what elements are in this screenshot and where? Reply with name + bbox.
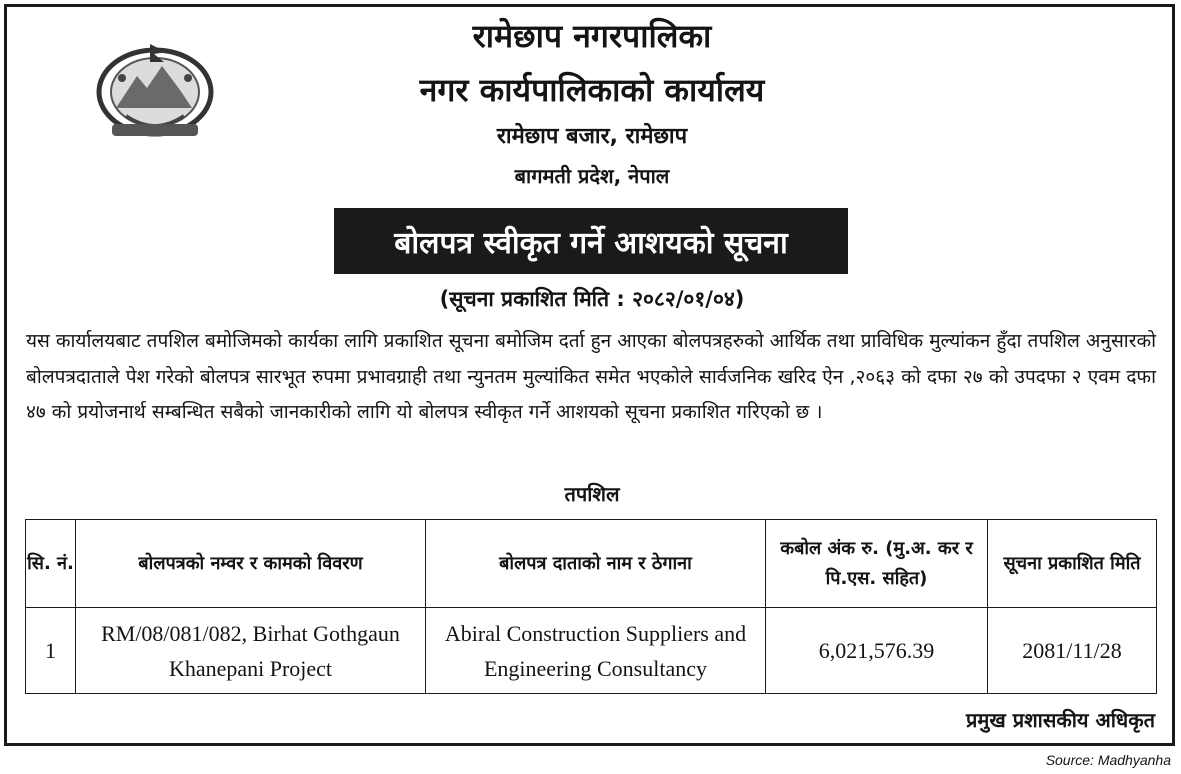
- header-serial-no: सि. नं.: [26, 520, 76, 608]
- nepal-government-emblem-icon: [92, 38, 218, 142]
- signatory-title: प्रमुख प्रशासकीय अधिकृत: [966, 708, 1155, 732]
- notice-body-paragraph: यस कार्यालयबाट तपशिल बमोजिमको कार्यका लागि प्रकाशित सूचना बमोजिम दर्ता हुन आएका बोलपत्रहरुको आर्थिक तथा प्राविधिक मुल्यांकन हुँदा तपशिल अनुसारको बोलपत्रदाताले पेश गरेको बोलपत्र सारभूत रुपमा प्रभावग्राही तथा न्युनतम मुल्यांकित समेत भएकोले सार्वजनिक खरिद ऐन ,२०६३ को दफा २७ को उपदफा २ एवम दफा ४७ को प्रयोजनार्थ सम्बन्धित सबैको जानकारीको लागि यो बोलपत्र स्वीकृत गर्ने आशयको सूचना प्रकाशित गरिएको छ ।: [26, 330, 1156, 423]
- details-heading: तपशिल: [564, 482, 620, 506]
- office-name: नगर कार्यपालिकाको कार्यालय: [419, 71, 765, 109]
- notice-title: बोलपत्र स्वीकृत गर्ने आशयको सूचना: [394, 225, 788, 261]
- bid-details-table: [25, 519, 1157, 694]
- cell-serial-no: 1: [26, 608, 76, 694]
- province-country: बागमती प्रदेश, नेपाल: [514, 164, 670, 188]
- table-header-row: [26, 520, 1157, 608]
- notice-title-banner: [334, 208, 848, 274]
- municipality-name: रामेछाप नगरपालिका: [472, 17, 712, 55]
- table-row: [26, 608, 1157, 694]
- cell-bid-description: RM/08/081/082, Birhat Gothgaun Khanepani Project: [76, 608, 426, 694]
- header-publish-date: सूचना प्रकाशित मिति: [988, 520, 1157, 608]
- published-date: (सूचना प्रकाशित मिति : २०८२/०१/०४): [439, 287, 745, 311]
- cell-bid-amount: 6,021,576.39: [766, 608, 988, 694]
- cell-publish-date: 2081/11/28: [988, 608, 1157, 694]
- header-bid-amount: कबोल अंक रु. (मु.अ. कर र पि.एस. सहित): [766, 520, 988, 608]
- source-credit: Source: Madhyanha: [1045, 752, 1171, 768]
- header-bid-description: बोलपत्रको नम्वर र कामको विवरण: [76, 520, 426, 608]
- header-bidder-name: बोलपत्र दाताको नाम र ठेगाना: [426, 520, 766, 608]
- office-address: रामेछाप बजार, रामेछाप: [496, 124, 688, 149]
- cell-bidder-name: Abiral Construction Suppliers and Engineering Consultancy: [426, 608, 766, 694]
